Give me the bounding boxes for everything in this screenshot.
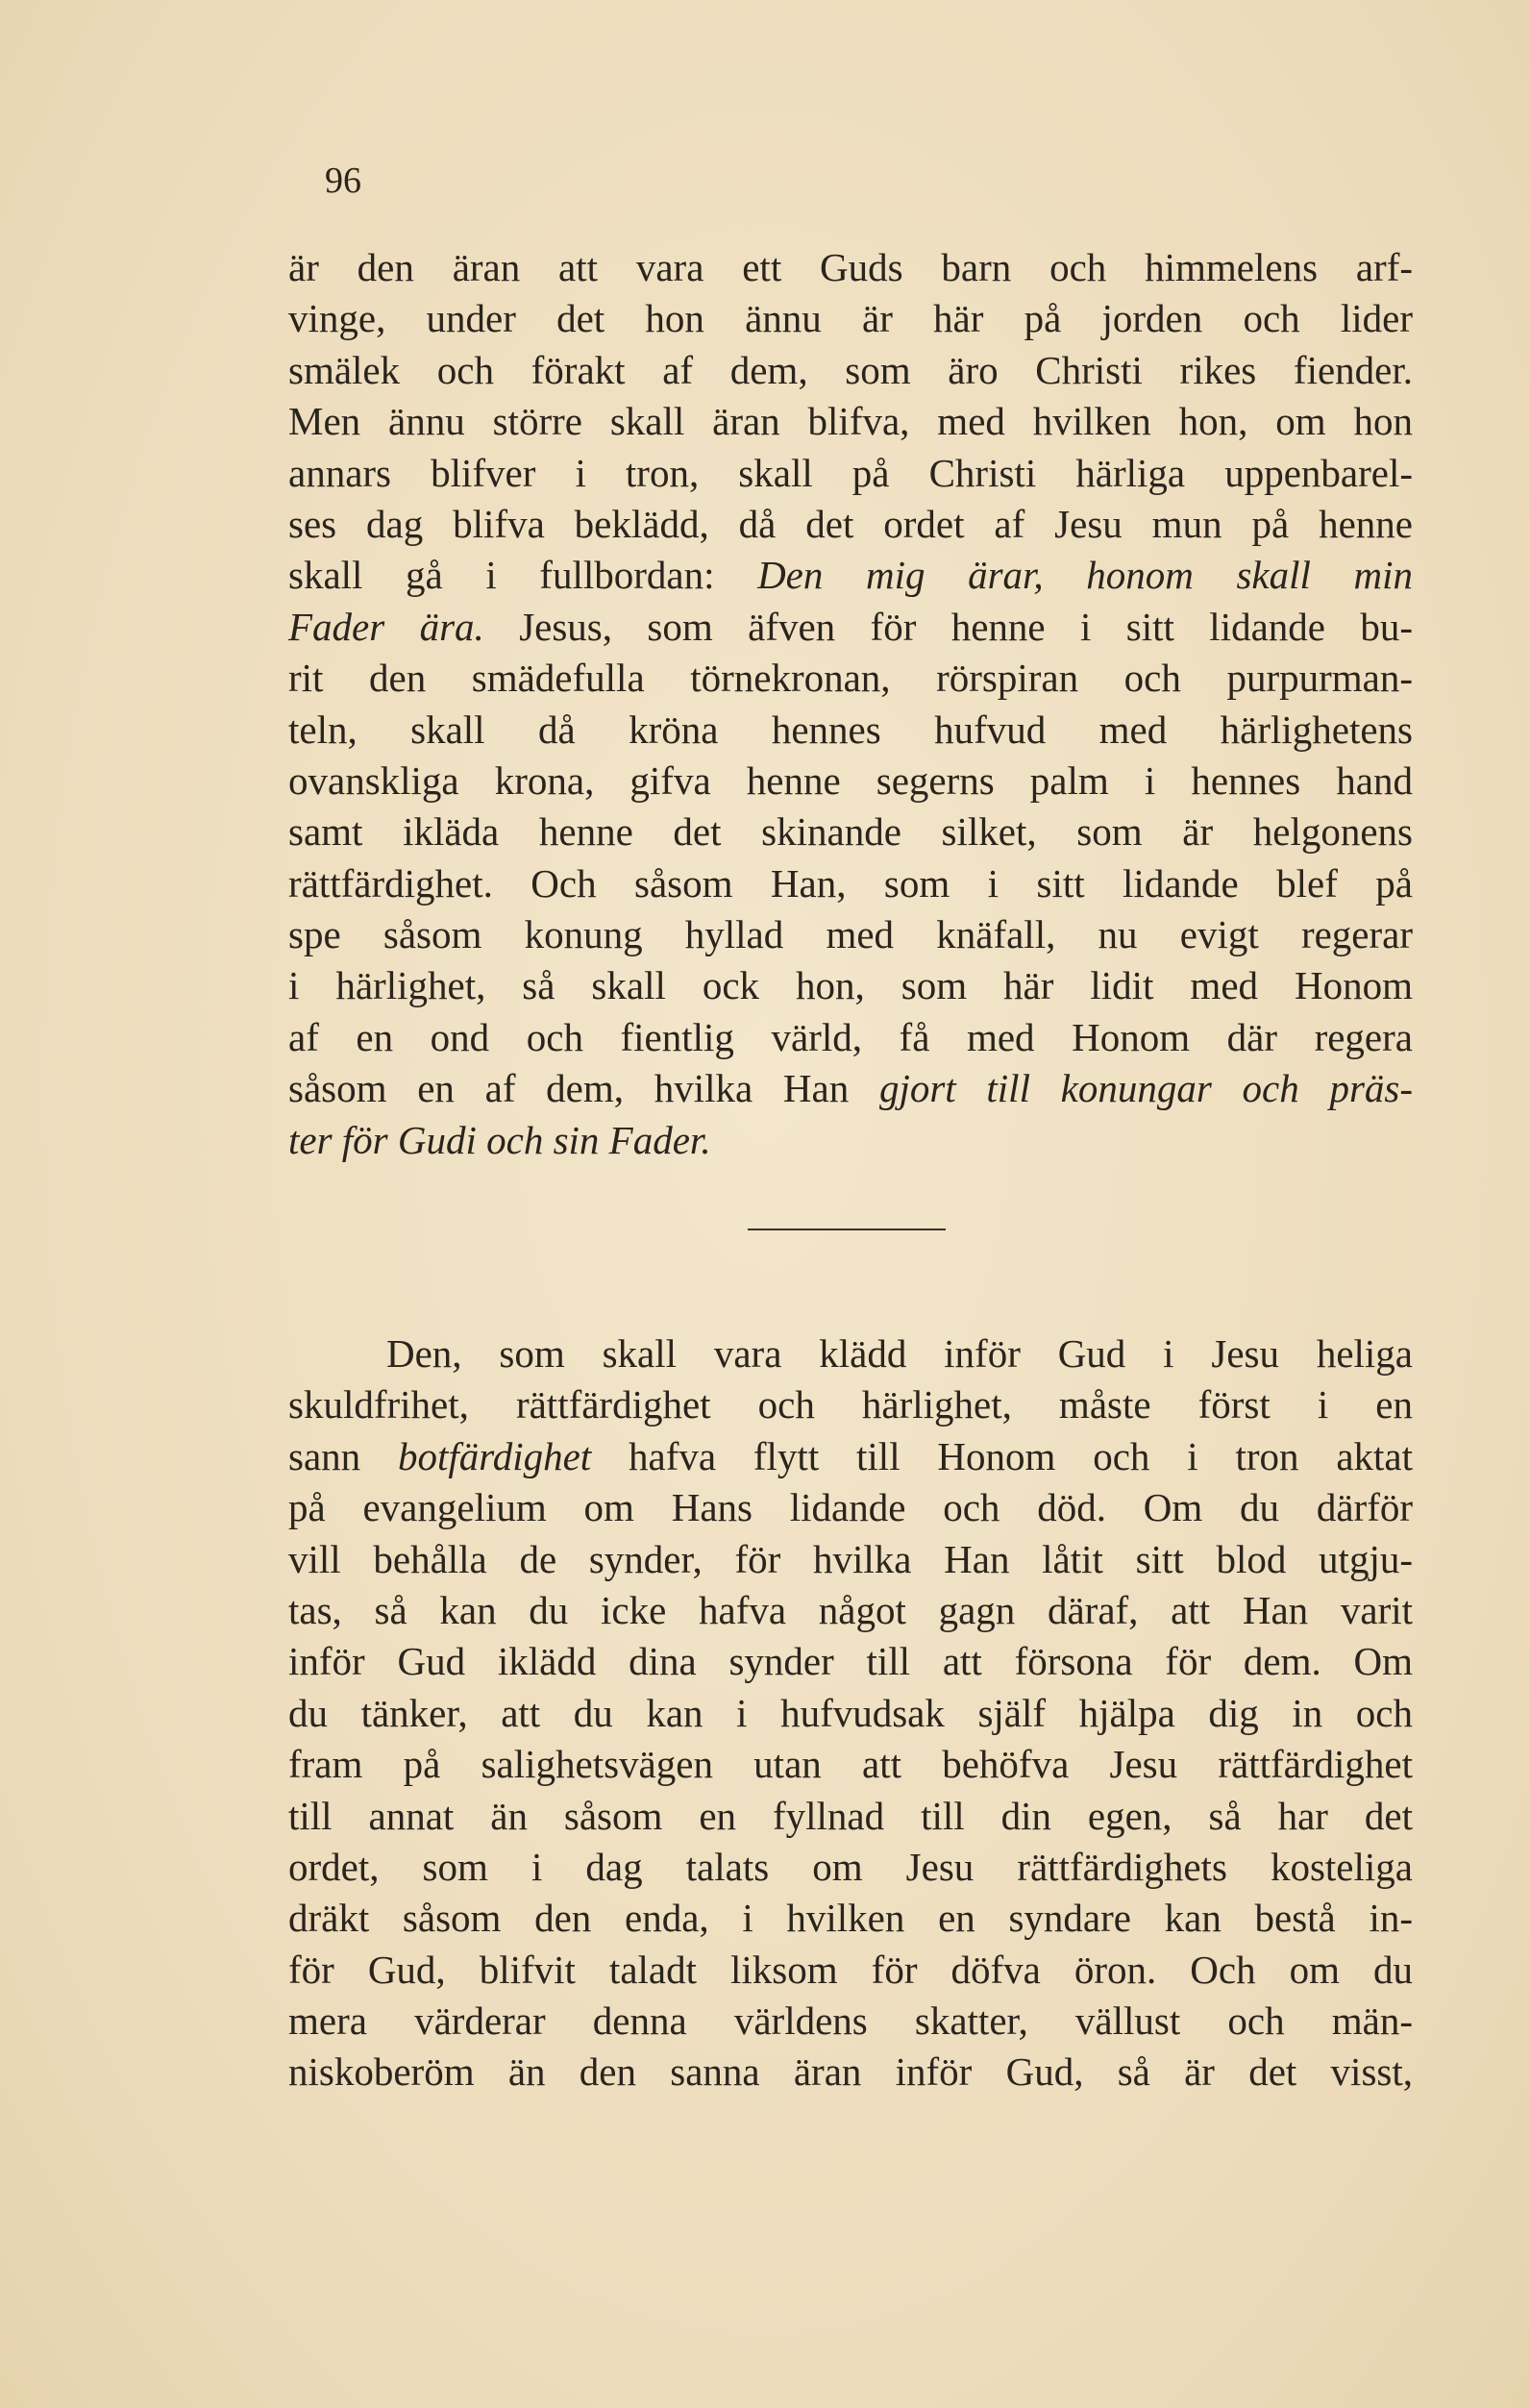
text-line: i härlighet, så skall ock hon, som här lidit med Honom bbox=[288, 963, 1413, 1008]
paragraph-2 bbox=[288, 1328, 1413, 2098]
paragraph-1 bbox=[288, 242, 1413, 1166]
text-line: på evangelium om Hans lidande och död. Om du därför bbox=[288, 1485, 1413, 1530]
text-line bbox=[288, 550, 1413, 601]
text-line: niskoberöm än den sanna äran inför Gud, så är det visst, bbox=[288, 2049, 1413, 2095]
text-line: dräkt såsom den enda, i hvilken en syndare kan bestå in- bbox=[288, 1896, 1413, 1941]
text-line bbox=[288, 1115, 1413, 1166]
text-line: inför Gud iklädd dina synder till att försona för dem. Om bbox=[288, 1639, 1413, 1684]
text-line: du tänker, att du kan i hufvudsak själf hjälpa dig in och bbox=[288, 1690, 1413, 1735]
italic-quote: Den mig ärar, honom skall min bbox=[757, 553, 1414, 598]
text-line: tas, så kan du icke hafva något gagn däraf, att Han varit bbox=[288, 1587, 1413, 1632]
text-segment: hafva flytt till Honom och i tron aktat bbox=[629, 1433, 1414, 1478]
text-line: mera värderar denna världens skatter, vällust och män- bbox=[288, 1998, 1413, 2044]
italic-quote: Fader ära. bbox=[288, 604, 484, 649]
text-line: ovanskliga krona, gifva henne segerns palm i hennes hand bbox=[288, 757, 1413, 803]
text-line: till annat än såsom en fyllnad till din egen, så har det bbox=[288, 1793, 1413, 1838]
text-line: ordet, som i dag talats om Jesu rättfärdighets kosteliga bbox=[288, 1844, 1413, 1889]
text-line: Men ännu större skall äran blifva, med hvilken hon, om hon bbox=[288, 399, 1413, 444]
text-line: samt ikläda henne det skinande silket, som är helgonens bbox=[288, 809, 1413, 855]
text-segment: sann bbox=[288, 1433, 361, 1478]
text-line: för Gud, blifvit taladt liksom för döfva öron. Och om du bbox=[288, 1947, 1413, 1992]
text-line: rättfärdighet. Och såsom Han, som i sitt lidande blef på bbox=[288, 860, 1413, 906]
page-number: 96 bbox=[325, 161, 361, 201]
text-line: annars blifver i tron, skall på Christi härliga uppenbarel- bbox=[288, 450, 1413, 495]
text-line: vill behålla de synder, för hvilka Han låtit sitt blod utgju- bbox=[288, 1536, 1413, 1581]
text-segment: Jesus, som äfven för henne i sitt lidande bu- bbox=[519, 604, 1414, 649]
italic-term: botfärdighet bbox=[397, 1433, 592, 1478]
text-line: af en ond och fientlig värld, få med Honom där regera bbox=[288, 1014, 1413, 1059]
text-line bbox=[288, 1063, 1413, 1114]
text-line: spe såsom konung hyllad med knäfall, nu evigt regerar bbox=[288, 912, 1413, 957]
text-line: är den äran att vara ett Guds barn och himmelens arf- bbox=[288, 245, 1413, 289]
text-line bbox=[288, 1431, 1413, 1482]
text-line bbox=[288, 602, 1413, 653]
text-line: skuldfrihet, rättfärdighet och härlighet, måste först i en bbox=[288, 1382, 1413, 1427]
text-line: smälek och förakt af dem, som äro Christi rikes fiender. bbox=[288, 347, 1413, 392]
text-line: Den, som skall vara klädd inför Gud i Jesu heliga bbox=[386, 1331, 1413, 1376]
text-line: teln, skall då kröna hennes hufvud med härlighetens bbox=[288, 707, 1413, 752]
section-divider bbox=[748, 1229, 946, 1230]
text-line: ses dag blifva beklädd, då det ordet af Jesu mun på henne bbox=[288, 501, 1413, 546]
italic-quote: gjort till konungar och präs- bbox=[878, 1066, 1414, 1111]
text-line: vinge, under det hon ännu är här på jorden och lider bbox=[288, 296, 1413, 341]
text-segment: skall gå i fullbordan: bbox=[288, 553, 715, 598]
italic-quote: ter för Gudi och sin Fader. bbox=[288, 1117, 711, 1162]
text-segment: såsom en af dem, hvilka Han bbox=[288, 1066, 850, 1111]
text-line: rit den smädefulla törnekronan, rörspiran och purpurman- bbox=[288, 656, 1413, 701]
text-line: fram på salighetsvägen utan att behöfva Jesu rättfärdighet bbox=[288, 1742, 1413, 1787]
